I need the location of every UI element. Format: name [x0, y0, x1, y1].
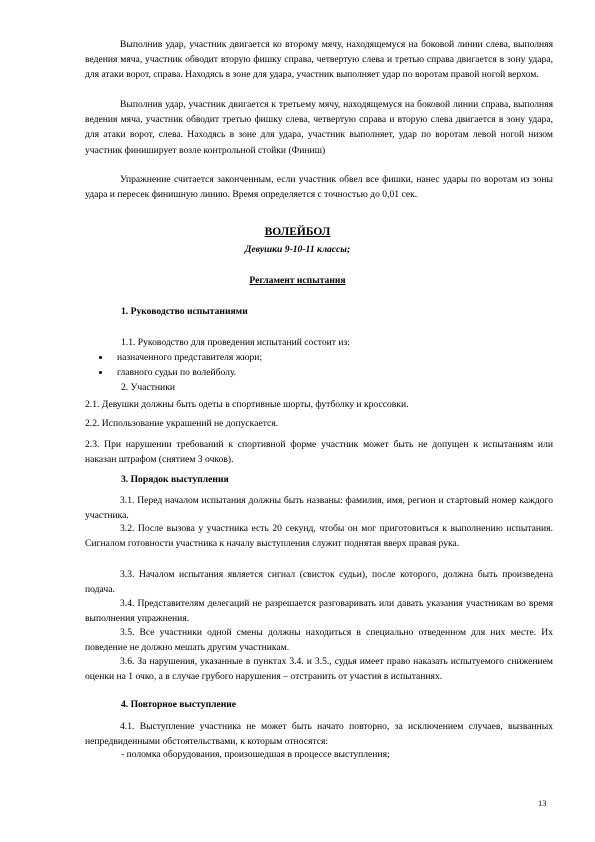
item-3-1: 3.1. Перед началом испытания должны быть названы: фамилия, имя, регион и стартовый номер каждого участника.: [85, 495, 553, 522]
item-2-1: 2.1. Девушки должны быть одеты в спортивные шорты, футболку и кроссовки.: [85, 399, 409, 410]
bullet-text: назначенного представителя жюри;: [117, 352, 263, 363]
section-1-title: 1. Руководство испытаниями: [121, 306, 248, 317]
item-3-3: 3.3. Началом испытания является сигнал (свисток судьи), после которого, должна быть произведена подача.: [85, 569, 553, 596]
item-3-6: 3.6. За нарушения, указанные в пунктах 3.4. и 3.5., судья имеет право наказать испытуемого снижением оценки на 1 очко, а в случае грубого нарушения – отстранить от участия в испытаниях.: [85, 656, 553, 683]
reglament-title: Регламент испытания: [249, 275, 346, 286]
bullet-icon: [99, 371, 102, 374]
page-number: 13: [538, 798, 547, 808]
bullet-item: [99, 367, 236, 378]
section-subheading: Девушки 9-10-11 классы;: [244, 244, 351, 255]
paragraph-second-ball: Выполнив удар, участник двигается ко второму мячу, находящемуся на боковой линии слева, выполняя ведения мяча, участник обводит вторую фишку справа, четвертую слева и третью справа двигается в зону удара, для атаки ворот, справа. Находясь в зоне для удара, участник выполняет удар по воротам правой ногой верхом.: [85, 39, 553, 81]
item-4-1: 4.1. Выступление участника не может быть начато повторно, за исключением случаев, вызванных непредвиденными обстоятельствами, к которым относятся:: [85, 721, 553, 748]
section-4-title: 4. Повторное выступление: [121, 699, 237, 710]
item-2-3: 2.3. При нарушении требований к спортивной форме участник может быть не допущен к испытаниям или наказан штрафом (снятием 3 очков).: [85, 439, 553, 466]
bullet-icon: [99, 356, 102, 359]
item-3-5: 3.5. Все участники одной смены должны находиться в специально отведенном для них месте. Их поведение не должно мешать другим участникам.: [85, 627, 553, 654]
item-3-4: 3.4. Представителям делегаций не разрешается разговаривать или давать указания участникам во время выполнения упражнения.: [85, 598, 553, 625]
bullet-item: [99, 352, 262, 363]
paragraph-exercise-complete: Упражнение считается законченным, если участник обвел все фишки, нанес удары по воротам из зоны удара и пересек финишную линию. Время определяется с точностью до 0,01 сек.: [85, 174, 553, 201]
section-heading: ВОЛЕЙБОЛ: [264, 226, 331, 238]
paragraph-third-ball: Выполнив удар, участник двигается к третьему мячу, находящемуся на боковой линии справа, выполняя ведения мяча, участник обводит третью фишку слева, четвертую справа и вторую слева двигается в зону удара, для атаки ворот, слева. Находясь в зоне для удара, участник выполняет, удар по воротам левой ногой низом участник финиширует возле контрольной стойки (Финиш): [85, 99, 553, 156]
section-3-title: 3. Порядок выступления: [121, 474, 229, 485]
item-3-2: 3.2. После вызова у участника есть 20 секунд, чтобы он мог приготовиться к выполнению испытания. Сигналом готовности участника к началу выступления служит поднятая вверх правая рука.: [85, 523, 553, 550]
bullet-text: главного судьи по волейболу.: [117, 367, 237, 378]
section-2-title: 2. Участники: [121, 382, 175, 393]
item-1-1: 1.1. Руководство для проведения испытаний состоит из:: [121, 337, 350, 348]
item-4-1-a: - поломка оборудования, произошедшая в процессе выступления;: [121, 749, 390, 760]
item-2-2: 2.2. Использование украшений не допускается.: [85, 418, 279, 429]
